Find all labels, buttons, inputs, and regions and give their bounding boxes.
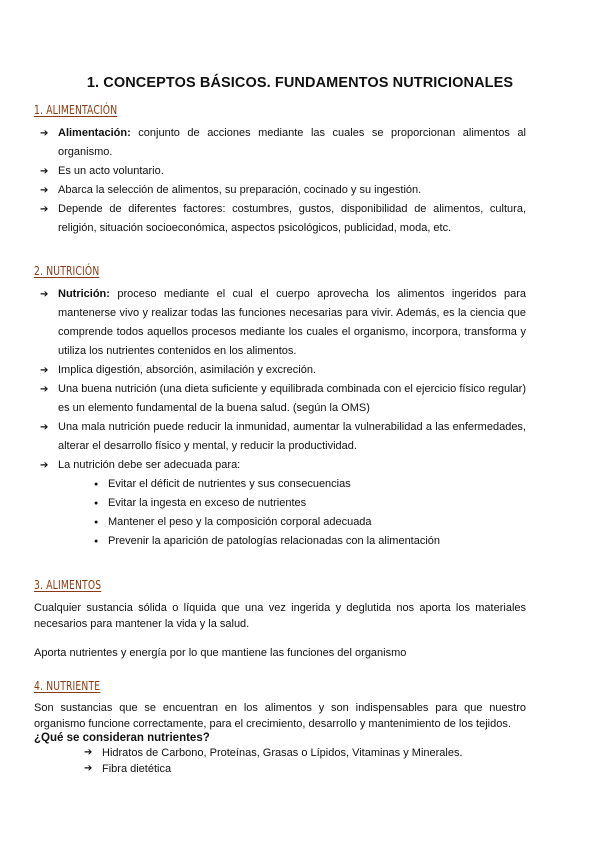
sub-list-item: ● Evitar la ingesta en exceso de nutrientes (94, 494, 526, 513)
section-heading-nutricion: 2. NUTRICIÓN (34, 263, 100, 278)
list-item (40, 285, 526, 361)
alimentos-note: Aporta nutrientes y energía por lo que mantiene las funciones del organismo (34, 647, 407, 659)
item-text: Hidratos de Carbono, Proteínas, Grasas o Lípidos, Vitaminas y Minerales. (102, 747, 463, 759)
item-text: proceso mediante el cual el cuerpo aprovecha los alimentos ingeridos para mantenerse vivo y realizar todas las funciones necesarias para vivir. Además, es la ciencia que comprende todos aquellos procesos mediante los cuales el organismo, incorpora, transforma y utiliza los nutrientes contenidos en los alimentos. (58, 288, 526, 357)
list-item (40, 162, 526, 181)
item-text: Fibra dietética (102, 763, 172, 775)
list-item (40, 380, 526, 418)
alimentos-definition: Cualquier sustancia sólida o líquida que una vez ingerida y deglutida nos aporta los materiales necesarios para mantener la vida y la salud. (34, 602, 526, 630)
list-item (40, 456, 526, 475)
item-text: Abarca la selección de alimentos, su preparación, cocinado y su ingestión. (58, 184, 422, 196)
section-nutricion-list (40, 285, 526, 551)
item-text: Una buena nutrición (una dieta suficiente y equilibrada combinada con el ejercicio físico regular) es un elemento fundamental de la buena salud. (según la OMS) (58, 383, 526, 414)
item-text: Depende de diferentes factores: costumbres, gustos, disponibilidad de alimentos, cultura, religión, situación socioeconómica, aspectos psicológicos, publicidad, moda, etc. (58, 203, 526, 234)
list-item (40, 181, 526, 200)
term-label: Alimentación: (58, 127, 131, 139)
item-text: Una mala nutrición puede reducir la inmunidad, aumentar la vulnerabilidad a las enfermedades, alterar el desarrollo físico y mental, y reducir la productividad. (58, 421, 526, 452)
nutriente-definition: Son sustancias que se encuentran en los alimentos y son indispensables para que nuestro organismo funcione correctamente, para el crecimiento, desarrollo y mantenimiento de los tejidos. (34, 702, 526, 730)
list-item (84, 745, 520, 761)
sub-list (94, 475, 526, 551)
list-item (40, 361, 526, 380)
section-heading-nutriente: 4. NUTRIENTE (34, 678, 101, 693)
sub-list-item: ● Prevenir la aparición de patologías relacionadas con la alimentación (94, 532, 526, 551)
list-item (40, 124, 526, 162)
sub-list-item: ● Evitar el déficit de nutrientes y sus consecuencias (94, 475, 526, 494)
section-alimentacion-list (40, 124, 526, 238)
page-title: 1. CONCEPTOS BÁSICOS. FUNDAMENTOS NUTRICIONALES (86, 75, 514, 91)
list-item (84, 761, 520, 777)
item-text: Es un acto voluntario. (58, 165, 164, 177)
section-heading-alimentacion: 1. ALIMENTACIÓN (34, 102, 118, 117)
item-text: Implica digestión, absorción, asimilación y excreción. (58, 364, 317, 376)
nutriente-list (34, 745, 520, 777)
item-text: conjunto de acciones mediante las cuales se proporcionan alimentos al organismo. (58, 127, 526, 158)
list-item (40, 418, 526, 456)
sub-list-item: ● Mantener el peso y la composición corporal adecuada (94, 513, 526, 532)
term-label: Nutrición: (58, 288, 110, 300)
nutriente-question: ¿Qué se consideran nutrientes? (34, 732, 210, 744)
list-item (40, 200, 526, 238)
item-text: La nutrición debe ser adecuada para: (58, 459, 241, 471)
section-heading-alimentos: 3. ALIMENTOS (34, 577, 102, 592)
